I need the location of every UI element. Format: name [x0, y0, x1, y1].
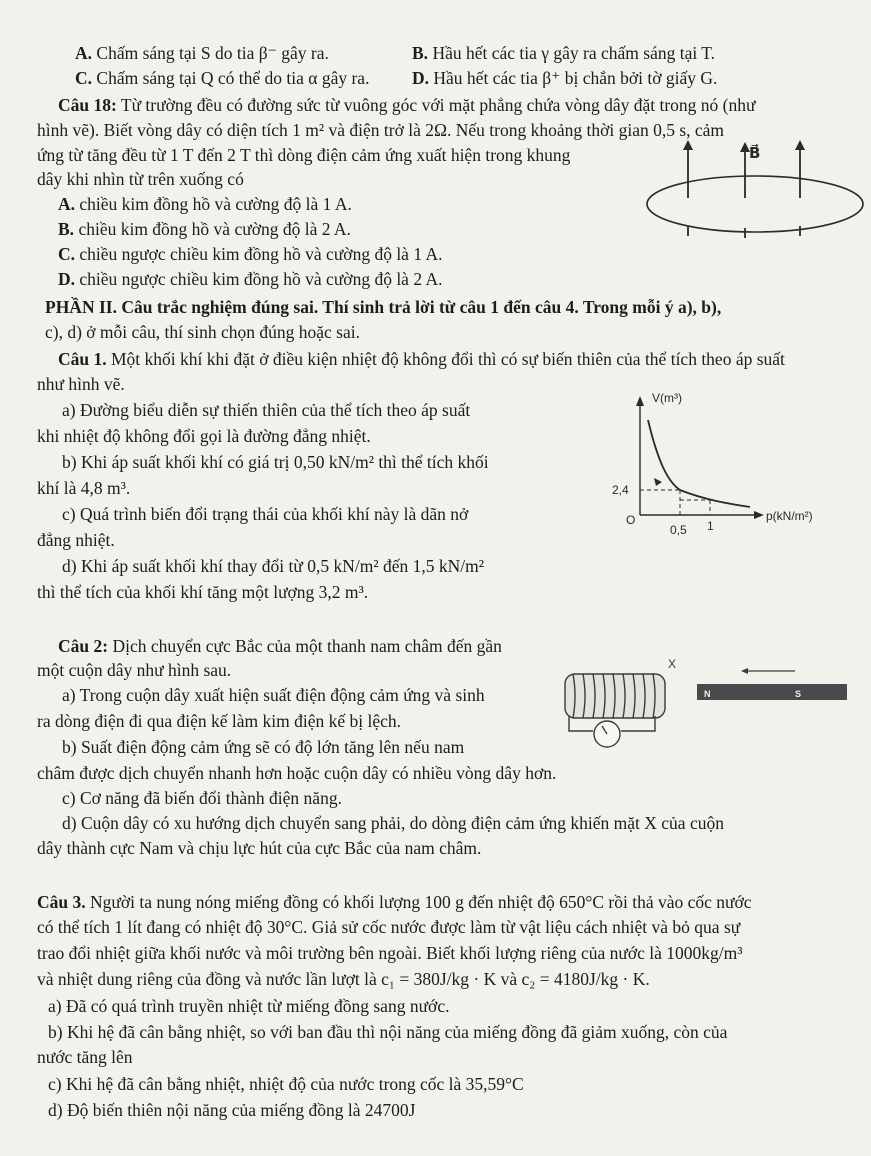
q2-c-line-1: c) Cơ năng đã biến đổi thành điện năng.	[62, 788, 342, 808]
q2-b-line-2: châm được dịch chuyển nhanh hơn hoặc cuộn dây có nhiều vòng dây hơn.	[37, 763, 557, 783]
q1-a-line-1: a) Đường biểu diễn sự thiến thiên của thể tích theo áp suất	[62, 400, 471, 420]
q3-line-1: Câu 3. Người ta nung nóng miếng đồng có khối lượng 100 g đến nhiệt độ 650°C rồi thả vào cốc nước	[37, 892, 752, 912]
origin-label: O	[626, 513, 636, 527]
q2-a-line-2: ra dòng điện đi qua điện kế làm kim điện kế bị lệch.	[37, 711, 401, 731]
q18-magnetic-loop-figure	[640, 136, 870, 246]
q2-d-line-1: d) Cuộn dây có xu hướng dịch chuyển sang phải, do dòng điện cảm ứng khiến mặt X của cuộn	[62, 813, 724, 833]
q18-line-1: Câu 18: Từ trường đều có đường sức từ vuông góc với mặt phẳng chứa vòng dây đặt trong nó (như	[58, 95, 756, 115]
q1-a-line-2: khi nhiệt độ không đổi gọi là đường đẳng nhiệt.	[37, 426, 371, 446]
q17-option-d: D. Hầu hết các tia β⁺ bị chắn bởi tờ giấy G.	[412, 68, 718, 88]
q18-line-3: ứng từ tăng đều từ 1 T đến 2 T thì dòng điện cảm ứng xuất hiện trong khung	[37, 145, 571, 165]
q1-line-2: như hình vẽ.	[37, 374, 125, 394]
q1-b-line-2: khí là 4,8 m³.	[37, 478, 131, 498]
q18-option-a: A. chiều kim đồng hồ và cường độ là 1 A.	[58, 194, 352, 214]
q1-b-line-1: b) Khi áp suất khối khí có giá trị 0,50 kN/m² thì thể tích khối	[62, 452, 489, 472]
q2-d-line-2: dây thành cực Nam và chịu lực hút của cực Bắc của nam châm.	[37, 838, 482, 858]
curve-direction-arrow	[654, 478, 662, 486]
q18-option-c: C. chiều ngược chiều kim đồng hồ và cường độ là 1 A.	[58, 244, 443, 264]
q1-d-line-1: d) Khi áp suất khối khí thay đổi từ 0,5 kN/m² đến 1,5 kN/m²	[62, 556, 484, 576]
q3-c-line-1: c) Khi hệ đã cân bằng nhiệt, nhiệt độ của nước trong cốc là 35,59°C	[48, 1074, 524, 1094]
part2-line-1: PHẦN II. Câu trắc nghiệm đúng sai. Thí sinh trả lời từ câu 1 đến câu 4. Trong mỗi ý a), b),	[45, 297, 722, 317]
q18-option-d: D. chiều ngược chiều kim đồng hồ và cường độ là 2 A.	[58, 269, 443, 289]
magnet-north-label: N	[704, 689, 711, 699]
y-tick-label: 2,4	[612, 483, 629, 497]
magnet-south-label: S	[795, 689, 802, 699]
q17-option-a: A. Chấm sáng tại S do tia β⁻ gây ra.	[75, 43, 329, 63]
q2-coil-magnet-figure	[545, 656, 865, 756]
coil-face-label: X	[668, 657, 677, 671]
q2-a-line-1: a) Trong cuộn dây xuất hiện suất điện động cảm ứng và sinh	[62, 685, 485, 705]
q17-option-c: C. Chấm sáng tại Q có thể do tia α gây ra.	[75, 68, 370, 88]
wire-loop	[647, 176, 863, 232]
field-arrow-right	[795, 140, 805, 150]
part2-line-2: c), d) ở mỗi câu, thí sinh chọn đúng hoặc sai.	[45, 322, 360, 342]
x-axis-label: p(kN/m²)	[766, 509, 813, 523]
q3-b-line-1: b) Khi hệ đã cân bằng nhiệt, so với ban đầu thì nội năng của miếng đồng đã giảm xuống, còn của	[48, 1022, 728, 1042]
bar-magnet	[697, 684, 847, 700]
q2-b-line-1: b) Suất điện động cảm ứng sẽ có độ lớn tăng lên nếu nam	[62, 737, 465, 757]
q1-isotherm-graph	[610, 382, 840, 542]
q3-line-3: trao đổi nhiệt giữa khối nước và môi trường bên ngoài. Biết khối lượng riêng của nước là 1000kg/m³	[37, 943, 743, 963]
q17-option-b: B. Hầu hết các tia γ gây ra chấm sáng tại T.	[412, 43, 716, 63]
q3-d-line-1: d) Độ biến thiên nội năng của miếng đồng là 24700J	[48, 1100, 416, 1120]
q1-c-line-1: c) Quá trình biến đổi trạng thái của khối khí này là dãn nở	[62, 504, 469, 524]
field-arrow-left	[683, 140, 693, 150]
x-tick-label-1: 0,5	[670, 523, 687, 537]
q3-a-line-1: a) Đã có quá trình truyền nhiệt từ miếng đồng sang nước.	[48, 996, 450, 1016]
q2-line-1: Câu 2: Dịch chuyển cực Bắc của một thanh nam châm đến gần	[58, 636, 502, 656]
q1-c-line-2: đẳng nhiệt.	[37, 530, 115, 550]
q2-line-2: một cuộn dây như hình sau.	[37, 660, 232, 680]
q18-line-4: dây khi nhìn từ trên xuống có	[37, 169, 244, 189]
y-axis-label: V(m³)	[652, 391, 682, 405]
q3-line-2: có thể tích 1 lít đang có nhiệt độ 30°C. Giả sử cốc nước được làm từ vật liệu cách nhiệt và bỏ qua sự	[37, 917, 741, 937]
x-tick-label-2: 1	[707, 519, 714, 533]
field-label: B⃗	[749, 145, 761, 162]
q3-b-line-2: nước tăng lên	[37, 1047, 133, 1067]
q1-d-line-2: thì thể tích của khối khí tăng một lượng 3,2 m³.	[37, 582, 369, 602]
q3-line-4: và nhiệt dung riêng của đồng và nước lần lượt là c₁ = 380J/kg · K và c₂ = 4180J/kg · K.	[37, 969, 650, 989]
q18-option-b: B. chiều kim đồng hồ và cường độ là 2 A.	[58, 219, 351, 239]
q1-line-1: Câu 1. Một khối khí khi đặt ở điều kiện nhiệt độ không đổi thì có sự biến thiên của thể tích theo áp suất	[58, 349, 785, 369]
q18-line-2: hình vẽ). Biết vòng dây có diện tích 1 m² và điện trở là 2Ω. Nếu trong khoảng thời gian 0,5 s, cảm	[37, 120, 725, 140]
isotherm-curve	[648, 420, 750, 507]
